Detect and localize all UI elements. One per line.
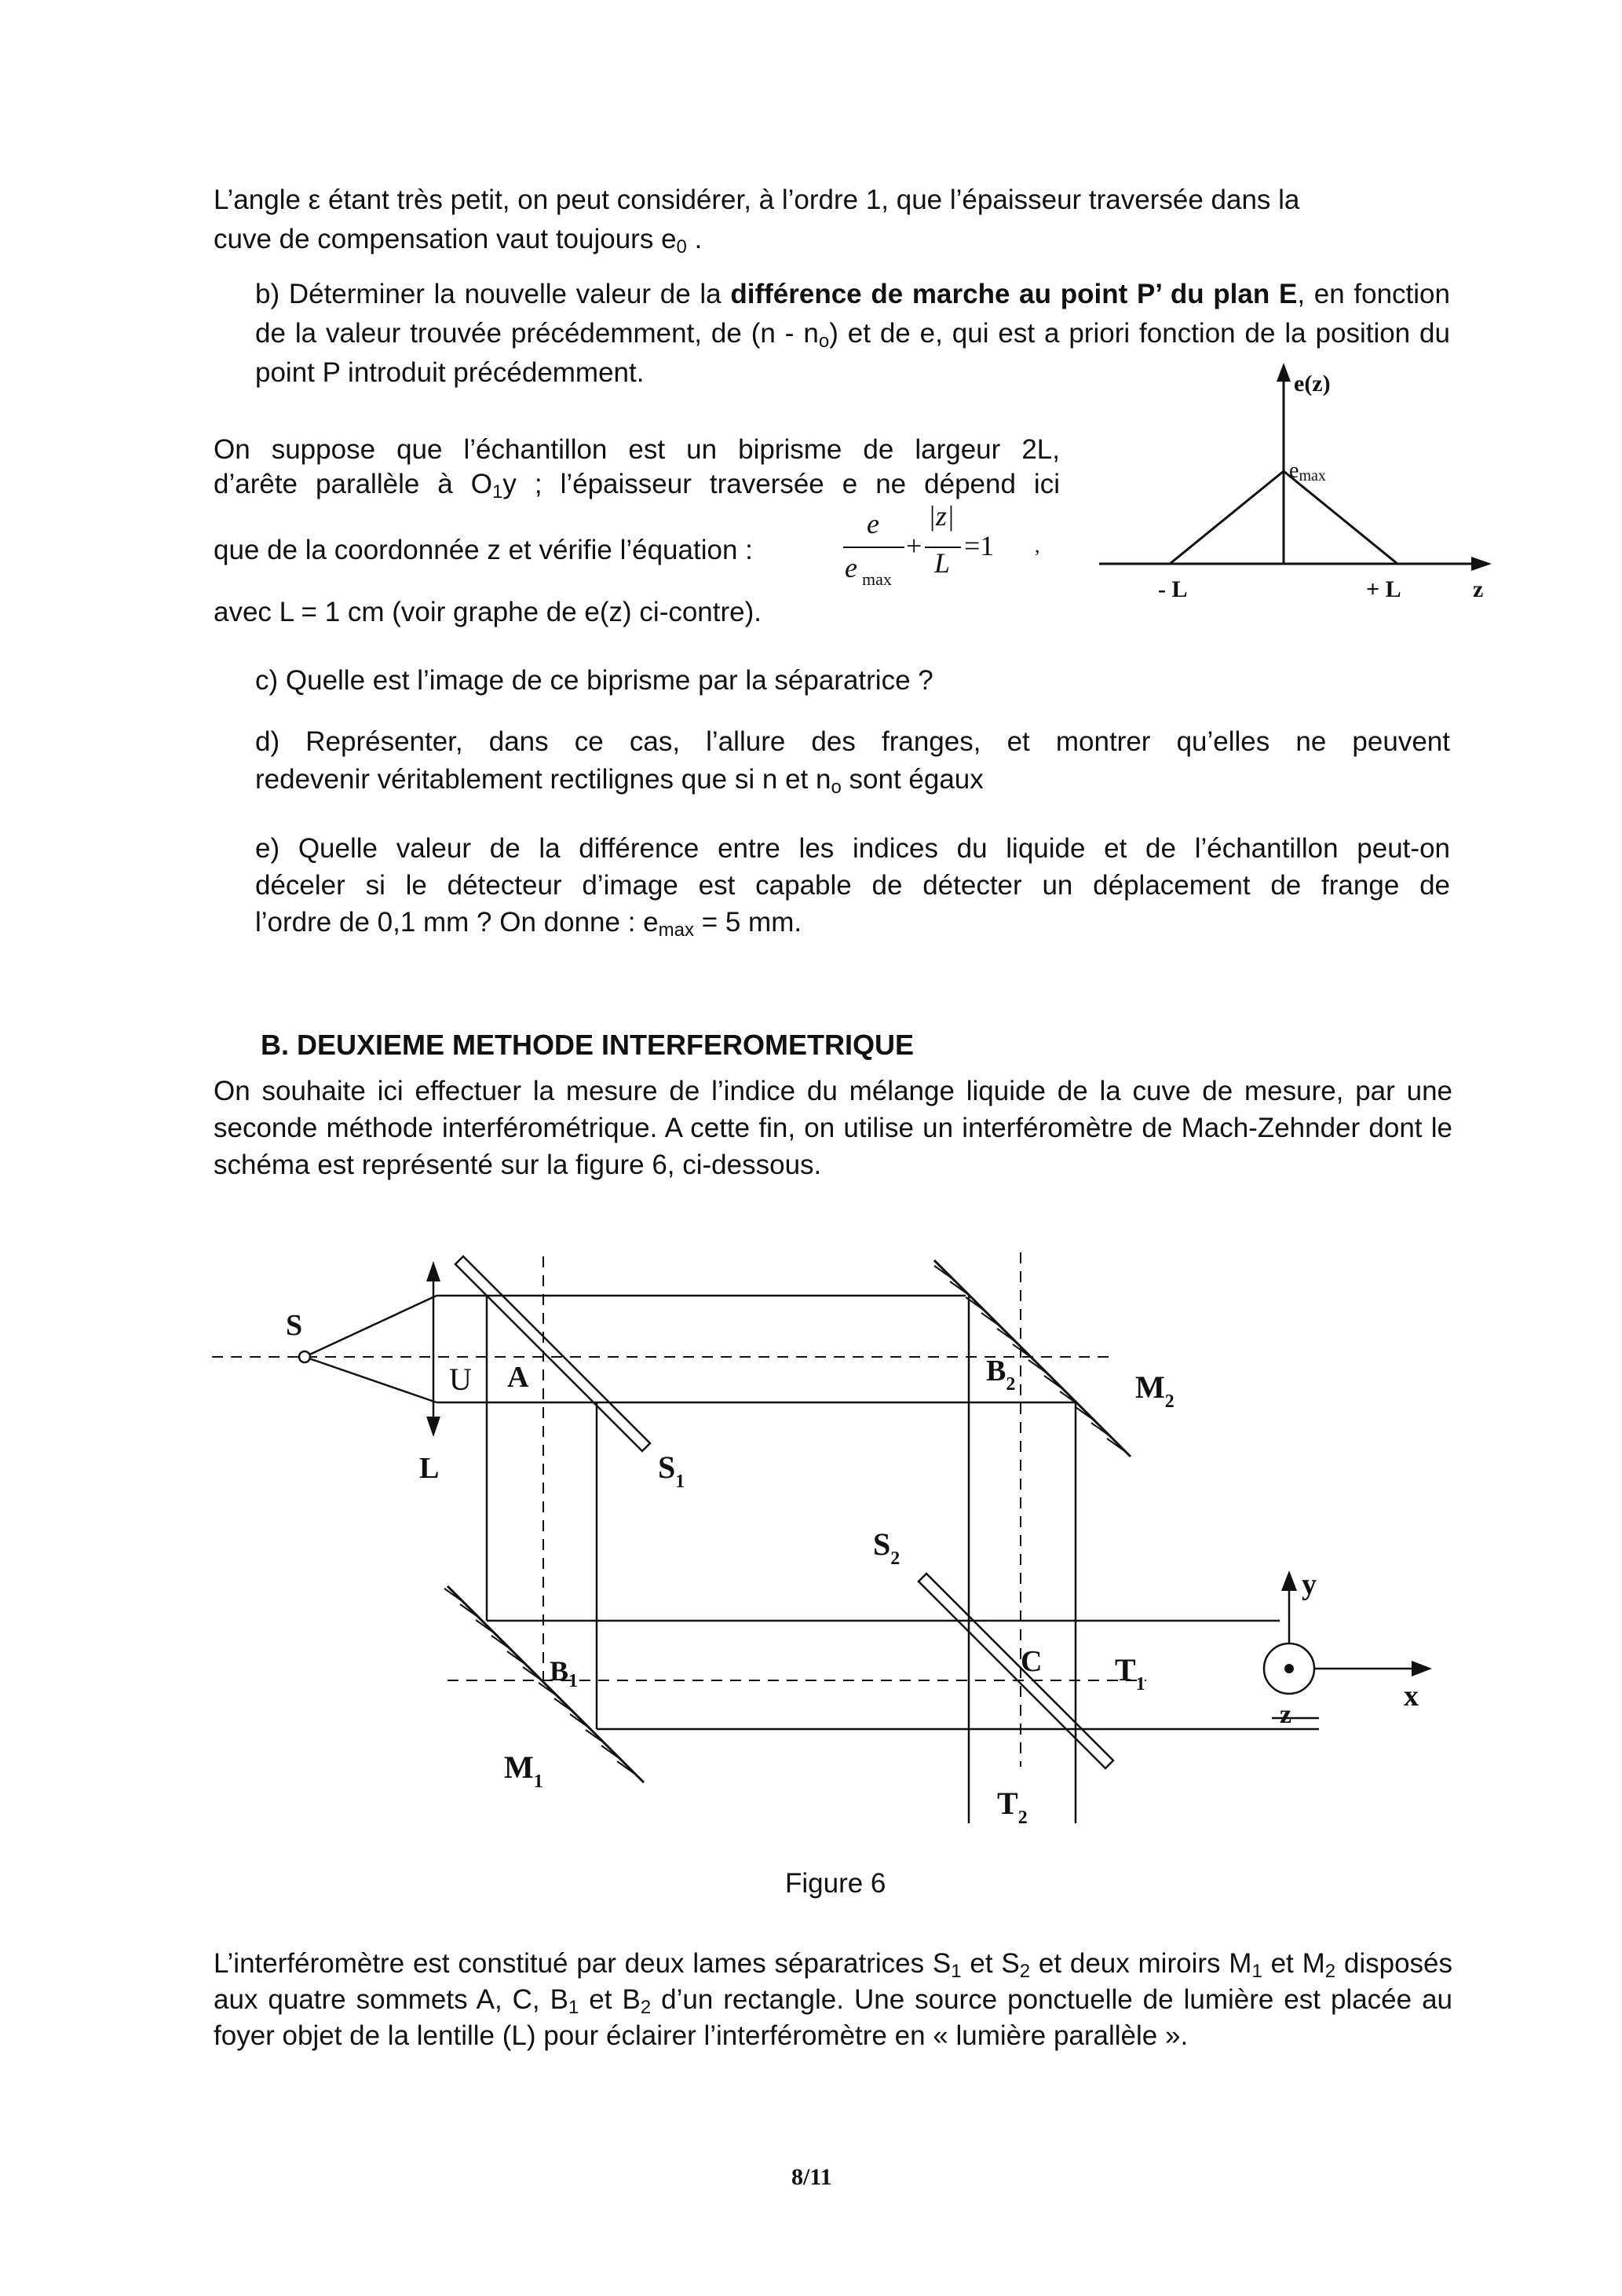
closing-t4: et M — [1262, 1948, 1325, 1979]
eq-den1-e: e — [845, 552, 857, 583]
label-S1-sub: 1 — [675, 1472, 685, 1492]
label-L: L — [419, 1452, 440, 1485]
question-e-line-3 — [255, 903, 802, 942]
question-d-sub: o — [831, 777, 842, 798]
eq-num1: e — [867, 508, 879, 539]
axis-z-dot — [1284, 1664, 1294, 1673]
eq-den1-sub: max — [861, 569, 892, 589]
label-T2-main: T — [997, 1786, 1018, 1821]
graph-peak-label — [1289, 459, 1326, 484]
mirror-M2 — [934, 1260, 1131, 1457]
label-S: S — [286, 1309, 303, 1342]
intro-sub: 0 — [676, 236, 687, 258]
question-e-line-3a: l’ordre de 0,1 mm ? On donne : e — [255, 907, 659, 938]
figure-caption: Figure 6 — [785, 1868, 886, 1899]
label-T1-main: T — [1115, 1652, 1136, 1687]
intro-line-2-text: cuve de compensation vaut toujours e — [214, 224, 677, 254]
eq-num2: |z| — [928, 500, 955, 532]
closing-s3: 1 — [1251, 1961, 1262, 1982]
figure-6-mach-zehnder — [0, 1225, 1622, 1853]
label-A: A — [507, 1361, 529, 1394]
closing-t2: et S — [961, 1948, 1020, 1979]
label-M1 — [504, 1749, 543, 1792]
question-d-line-2b: sont égaux — [841, 764, 984, 795]
label-S2 — [873, 1526, 900, 1569]
question-e-line-3b: = 5 mm. — [693, 907, 802, 938]
page-number: 8/11 — [791, 2164, 832, 2190]
axis-y-arrow — [1281, 1570, 1297, 1591]
intro-line-2-end: . — [686, 224, 703, 254]
lens-arrow-bottom — [426, 1417, 440, 1437]
label-M2 — [1135, 1369, 1174, 1412]
label-S2-sub: 2 — [890, 1548, 901, 1569]
question-b-bold: différence de marche au point P’ du plan E — [730, 279, 1298, 309]
biprism-line-4: avec L = 1 cm (voir graphe de e(z) ci-contre). — [214, 597, 762, 627]
source-ray-up — [305, 1296, 437, 1357]
graph-ylabel: e(z) — [1294, 371, 1331, 397]
question-b-rest2: ) et de e, qui est a priori fonction de la position du point P introduit précédemment. — [255, 318, 1450, 388]
intro-line-1: L’angle ε étant très petit, on peut considérer, à l’ordre 1, que l’épaisseur traversée dans la — [214, 185, 1300, 215]
question-e-line-1: e) Quelle valeur de la différence entre les indices du liquide et de l’échantillon peut-on — [255, 833, 1450, 864]
source-ray-down — [305, 1357, 437, 1402]
graph-peak-sub: max — [1299, 467, 1326, 484]
question-b-sub: o — [818, 331, 830, 352]
lens-arrow-top — [426, 1261, 440, 1281]
question-d-line-1: d) Représenter, dans ce cas, l’allure des franges, et montrer qu’elles ne peuvent — [255, 726, 1450, 757]
label-M1-main: M — [504, 1749, 534, 1785]
eq-equals: =1 — [964, 530, 995, 561]
label-T2-sub: 2 — [1017, 1808, 1028, 1828]
closing-s1: 1 — [951, 1961, 962, 1982]
eq-comma: , — [1035, 534, 1040, 557]
label-M2-sub: 2 — [1164, 1391, 1174, 1412]
intro-line-2 — [214, 220, 702, 259]
label-S1-main: S — [658, 1450, 676, 1485]
question-b-rest1: , en fonction de la valeur trouvée précédemment, de (n - n — [255, 279, 1450, 349]
question-c: c) Quelle est l’image de ce biprisme par la séparatrice ? — [255, 665, 933, 696]
label-T1 — [1115, 1652, 1145, 1695]
closing-s4: 2 — [1324, 1961, 1336, 1982]
question-e-sub: max — [658, 919, 694, 941]
label-B2-sub: 2 — [1006, 1374, 1016, 1395]
label-B2 — [986, 1355, 1015, 1395]
closing-s6: 2 — [640, 1997, 652, 2018]
question-b-prefix: b) Déterminer la nouvelle valeur de la — [255, 279, 731, 309]
question-e-line-2: déceler si le détecteur d’image est capable de détecter un déplacement de frange de — [255, 870, 1450, 901]
label-C: C — [1021, 1645, 1043, 1678]
closing-t5: disposés aux quatre sommets A, C, B — [214, 1948, 1453, 2015]
ez-graph — [1091, 361, 1500, 612]
eq-den1 — [845, 551, 892, 589]
closing-t7: d’un rectangle. Une source ponctuelle de lumière est placée au foyer objet de la lentille (L) pour éclairer l’interféromètre en « lumière parallèle ». — [214, 1984, 1452, 2051]
closing-t1: L’interféromètre est constitué par deux lames séparatrices S — [214, 1948, 952, 1979]
graph-right-label: + L — [1366, 576, 1401, 602]
label-axis-y: y — [1302, 1568, 1317, 1601]
question-d-line-2a: redevenir véritablement rectilignes que si n et n — [255, 764, 831, 795]
label-M1-sub: 1 — [533, 1771, 543, 1792]
eq-plus: + — [906, 530, 922, 561]
graph-xlabel: z — [1473, 576, 1484, 602]
graph-peak-e: e — [1289, 459, 1299, 483]
biprism-line-2 — [214, 465, 1060, 504]
splitter-S1 — [455, 1256, 650, 1451]
label-B1-sub: 1 — [568, 1671, 579, 1691]
label-S2-main: S — [873, 1526, 891, 1562]
equation — [832, 500, 1068, 605]
biprism-line-2a: d’arête parallèle à O — [214, 469, 492, 499]
axis-x-arrow — [1412, 1661, 1432, 1676]
label-B2-main: B — [986, 1355, 1006, 1387]
biprism-line-2b: y ; l’épaisseur traversée e ne dépend ici — [502, 469, 1060, 499]
label-B1-main: B — [550, 1655, 569, 1687]
closing-t6: et B — [579, 1984, 641, 2015]
section-b-title: B. DEUXIEME METHODE INTERFEROMETRIQUE — [261, 1029, 915, 1061]
label-M2-main: M — [1135, 1369, 1165, 1405]
closing-s5: 1 — [568, 1997, 579, 2018]
graph-x-arrow — [1471, 557, 1492, 571]
biprism-sub: 1 — [492, 481, 503, 503]
biprism-line-1: On suppose que l’échantillon est un biprisme de largeur 2L, — [214, 434, 1060, 465]
closing-t3: et deux miroirs M — [1030, 1948, 1252, 1979]
label-B1 — [550, 1655, 578, 1691]
closing-paragraph — [214, 1946, 1452, 2054]
closing-s2: 2 — [1019, 1961, 1031, 1982]
eq-den2: L — [934, 547, 951, 579]
label-S1 — [658, 1450, 685, 1492]
label-T2 — [997, 1786, 1028, 1828]
label-axis-z: z — [1280, 1700, 1292, 1729]
question-d-line-2 — [255, 760, 984, 799]
label-U: U — [449, 1362, 472, 1397]
graph-y-arrow — [1277, 363, 1291, 382]
label-T1-sub: 1 — [1135, 1674, 1145, 1695]
label-axis-x: x — [1404, 1680, 1419, 1713]
point-source — [299, 1351, 310, 1362]
biprism-line-3: que de la coordonnée z et vérifie l’équation : — [214, 535, 753, 565]
eq-fraction-bar-1 — [843, 547, 904, 548]
section-b-paragraph: On souhaite ici effectuer la mesure de l’indice du mélange liquide de la cuve de mesure, par une seconde méthode interférométrique. A cette fin, on utilise un interféromètre de Mach-Zehnder dont le schéma est représenté sur la figure 6, ci-dessous. — [214, 1076, 1452, 1180]
splitter-S2 — [919, 1574, 1113, 1768]
graph-left-label: - L — [1158, 576, 1188, 602]
